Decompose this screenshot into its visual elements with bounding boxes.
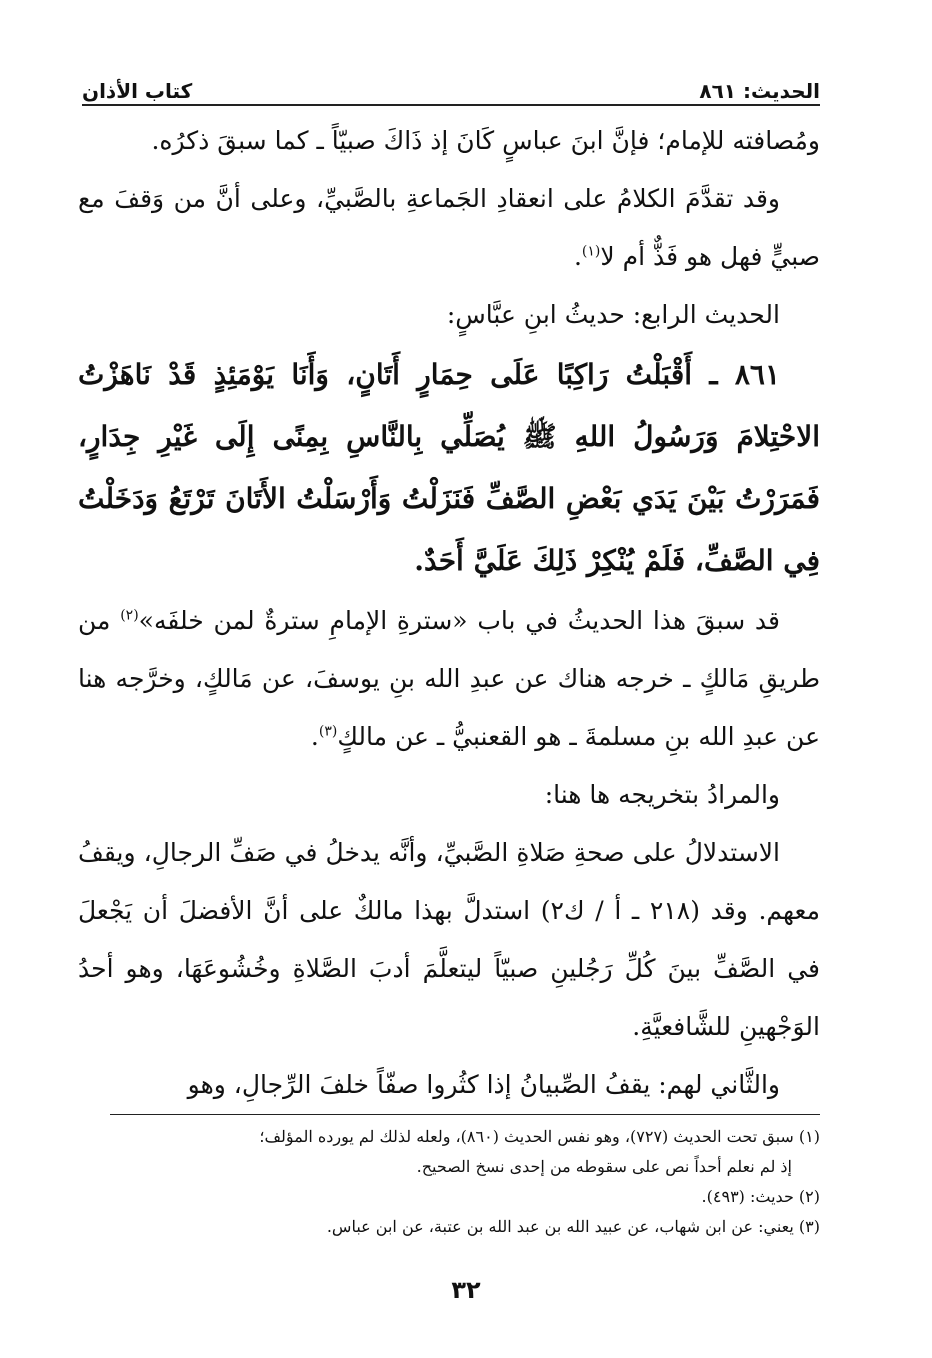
footnote-ref-2: (٢) (120, 607, 139, 624)
footnote-1-line-1: (١) سبق تحت الحديث (٧٢٧)، وهو نفس الحديث (٨٦٠)، ولعله لذلك لم يورده المؤلف؛ (259, 1127, 820, 1146)
hadith-text: ٨٦١ ـ أَقْبَلْتُ رَاكِبًا عَلَى حِمَارٍ أَتَانٍ، وَأَنَا يَوْمَئِذٍ قَدْ نَاهَزْتُ الاحْتِلامَ وَرَسُولُ اللهِ ﷺ يُصَلِّي بِالنَّاسِ بِمِنًى إِلَى غَيْرِ جِدَارٍ، فَمَرَرْتُ بَيْنَ يَدَي بَعْضِ الصَّفِّ فَنَزَلْتُ وَأَرْسَلْتُ الأَتَانَ تَرْتَعُ وَدَخَلْتُ فِي الصَّفِّ، فَلَمْ يُنْكِرْ ذَلِكَ عَلَيَّ أَحَدٌ. (78, 358, 820, 577)
footnote-1-line-2: إذ لم نعلم أحداً نص على سقوطه من إحدى نسخ الصحيح. (416, 1157, 792, 1176)
book-title: كتاب الأذان (82, 79, 193, 103)
paragraph-2-text: وقد تقدَّمَ الكلامُ على انعقادِ الجَماعةِ بالصَّبيِّ، وعلى أنَّ من وَقفَ مع صبيٍّ فهل هو فَذٌّ أم لا (78, 184, 820, 271)
header-divider (82, 104, 820, 106)
page-number: ٣٢ (451, 1276, 481, 1304)
main-text (78, 112, 820, 1114)
paragraph-4-text-a: قد سبقَ هذا الحديثُ في باب «سترةِ الإمامِ سترةٌ لمن خلفَه» (138, 606, 781, 635)
paragraph-4-end: . (310, 722, 319, 751)
section-heading: الحديث الرابع: حديثُ ابنِ عبَّاسٍ: (446, 300, 780, 329)
paragraph-4 (78, 592, 820, 766)
paragraph-6: الاستدلالُ على صحةِ صَلاةِ الصَّبيِّ، وأنَّه يدخلُ في صَفِّ الرجالِ، ويقفُ معهم. وقد (٢١٨ ـ أ / ك٢) استدلَّ بهذا مالكٌ على أنَّ الأفضلَ أن يَجْعلَ في الصَّفِّ بينَ كُلِّ رَجُلينِ صبيّاً ليتعلَّمَ أدبَ الصَّلاةِ وخُشُوعَهَا، وهو أحدُ الوَجْهينِ للشَّافعيَّةِ. (78, 838, 821, 1041)
footnote-2: (٢) حديث: (٤٩٣). (701, 1187, 820, 1206)
paragraph-2 (78, 170, 820, 286)
footnotes (90, 1122, 820, 1242)
footnote-3: (٣) يعني: عن ابن شهاب، عن عبيد الله بن عبد الله بن عتبة، عن ابن عباس. (326, 1217, 820, 1236)
paragraph-5: والمرادُ بتخريجه ها هنا: (544, 780, 780, 809)
paragraph-2-end: . (573, 242, 582, 271)
paragraph-1: ومُصافته للإمام؛ فإنَّ ابنَ عباسٍ كَانَ إذ ذَاكَ صبيّاً ـ كما سبقَ ذكرُه. (151, 126, 820, 155)
paragraph-4-text-b: من طريقِ مَالكٍ ـ خرجه هناك عن عبدِ الله بنِ يوسفَ، عن مَالكٍ، وخرَّجه هنا عن عبدِ الله بنِ مسلمةَ ـ هو القعنبيُّ ـ عن مالكٍ (78, 606, 820, 751)
hadith-number-label: الحديث: ٨٦١ (699, 79, 820, 103)
footnote-ref-1: (١) (581, 243, 601, 260)
footnote-divider (110, 1114, 820, 1115)
footnote-ref-3: (٣) (318, 723, 338, 740)
running-header (82, 66, 820, 106)
paragraph-7: والثَّاني لهم: يقفُ الصِّبيانُ إذا كثُروا صفّاً خلفَ الرِّجالِ، وهو (187, 1070, 780, 1099)
